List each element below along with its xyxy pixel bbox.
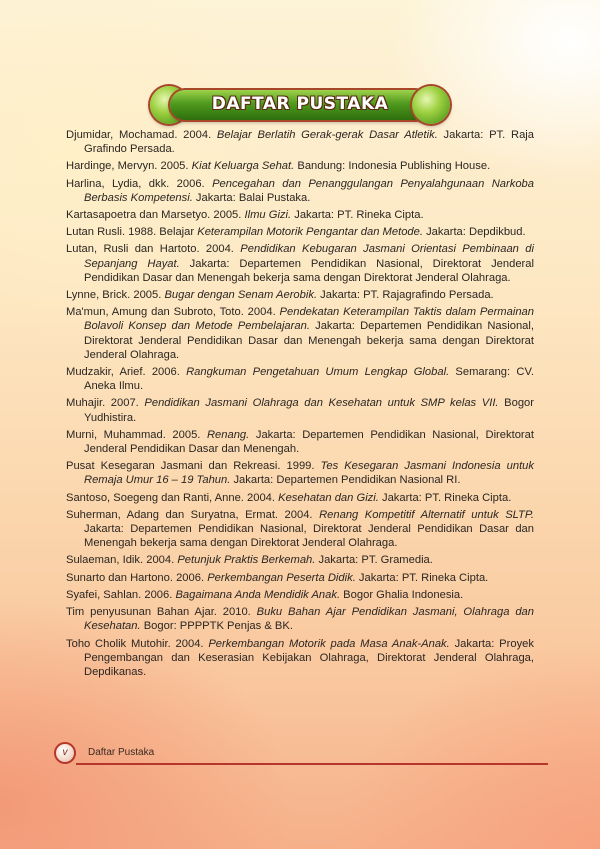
reference-entry — [66, 128, 534, 156]
reference-title: Pendidikan Kebugaran Jasmani Orientasi Pembinaan di Sepanjang Hayat. — [84, 243, 534, 270]
reference-entry — [66, 396, 534, 424]
reference-publisher: Jakarta: PT. Gramedia. — [315, 554, 433, 567]
reference-title: Pendekatan Keterampilan Taktis dalam Permainan Bolavoli Konsep dan Metode Pembelajaran. — [84, 306, 534, 333]
reference-title: Rangkuman Pengetahuan Umum Lengkap Global. — [186, 366, 450, 379]
reference-publisher: Jakarta: PT. Raja Grafindo Persada. — [84, 129, 534, 156]
reference-author-year: Lutan, Rusli dan Hartoto. 2004. — [66, 243, 241, 256]
reference-title: Kiat Keluarga Sehat. — [191, 160, 295, 173]
reference-title: Petunjuk Praktis Berkemah. — [177, 554, 316, 567]
reference-entry — [66, 637, 534, 680]
section-header — [150, 86, 450, 124]
reference-publisher: Jakarta: Depdikbud. — [422, 226, 526, 239]
reference-title: Bagaimana Anda Mendidik Anak. — [175, 588, 341, 601]
reference-publisher: Semarang: CV. Aneka Ilmu. — [84, 366, 534, 393]
reference-author-year: Sulaeman, Idik. 2004. — [66, 554, 178, 567]
reference-author-year: Kartasapoetra dan Marsetyo. 2005. — [66, 209, 245, 222]
footer-label: Daftar Pustaka — [88, 747, 155, 758]
page-footer — [54, 742, 548, 766]
reference-author-year: Lutan Rusli. 1988. Belajar — [66, 226, 198, 239]
reference-author-year: Syafei, Sahlan. 2006. — [66, 588, 176, 601]
reference-publisher: Jakarta: PT. Rajagrafindo Persada. — [317, 289, 494, 302]
reference-author-year: Djumidar, Mochamad. 2004. — [66, 129, 217, 141]
header-right-cap — [412, 86, 450, 124]
reference-title: Belajar Berlatih Gerak-gerak Dasar Atletik. — [216, 129, 438, 141]
reference-entry — [66, 159, 534, 173]
reference-publisher: Jakarta: Departemen Pendidikan Nasional, Direktorat Jenderal Pendidikan Dasar dan Menengah bekerja sama dengan Direktorat Jenderal Olahraga. — [84, 257, 534, 284]
reference-author-year: Sunarto dan Hartono. 2006. — [66, 571, 208, 584]
reference-publisher: Jakarta: Proyek Pengembangan dan Keserasian Kebijakan Olahraga, Direktorat Jenderal Olahraga, Depdikanas. — [84, 637, 534, 678]
reference-entry — [66, 459, 534, 487]
reference-title: Renang Kompetitif Alternatif untuk SLTP. — [319, 508, 535, 521]
reference-entry — [66, 242, 534, 285]
reference-author-year: Harlina, Lydia, dkk. 2006. — [66, 177, 213, 190]
reference-entry — [66, 365, 534, 393]
reference-publisher: Jakarta: Balai Pustaka. — [192, 191, 311, 204]
reference-entry — [66, 305, 534, 362]
reference-author-year: Toho Cholik Mutohir. 2004. — [66, 637, 209, 650]
reference-title: Pendidikan Jasmani Olahraga dan Kesehatan untuk SMP kelas VII. — [144, 397, 499, 410]
page-number: v — [54, 742, 76, 764]
header-banner — [170, 90, 430, 120]
page-title: DAFTAR PUSTAKA — [211, 94, 389, 114]
reference-entry — [66, 605, 534, 633]
reference-publisher: Bogor Ghalia Indonesia. — [340, 588, 464, 601]
reference-publisher: Jakarta: Departemen Pendidikan Nasional RI. — [230, 474, 461, 487]
reference-entry — [66, 508, 534, 551]
reference-author-year: Murni, Muhammad. 2005. — [66, 428, 207, 441]
reference-author-year: Suherman, Adang dan Suryatna, Ermat. 2004. — [66, 508, 320, 521]
reference-publisher: Jakarta: PT. Rineka Cipta. — [355, 571, 489, 584]
reference-title: Perkembangan Motorik pada Masa Anak-Anak. — [208, 637, 450, 650]
reference-publisher: Bogor Yudhistira. — [84, 397, 535, 424]
reference-title: Renang. — [206, 428, 250, 441]
reference-title: Bugar dengan Senam Aerobik. — [164, 289, 318, 302]
reference-entry — [66, 553, 534, 567]
reference-list — [66, 128, 534, 682]
reference-author-year: Santoso, Soegeng dan Ranti, Anne. 2004. — [66, 491, 279, 504]
reference-publisher: Jakarta: Departemen Pendidikan Nasional, Direktorat Jenderal Pendidikan Dasar dan Menengah bekerja sama dengan Direktorat Jenderal Olahraga. — [84, 523, 534, 550]
reference-author-year: Pusat Kesegaran Jasmani dan Rekreasi. 1999. — [66, 460, 321, 473]
reference-publisher: Jakarta: Departemen Pendidikan Nasional, Direktorat Jenderal Pendidikan Dasar dan Menengah bekerja sama dengan Direktorat Jenderal Olahraga. — [84, 320, 534, 361]
reference-entry — [66, 177, 534, 205]
reference-author-year: Tim penyusunan Bahan Ajar. 2010. — [66, 606, 257, 619]
reference-title: Ilmu Gizi. — [244, 209, 292, 222]
reference-author-year: Ma'mun, Amung dan Subroto, Toto. 2004. — [66, 306, 280, 319]
reference-publisher: Bandung: Indonesia Publishing House. — [294, 160, 491, 173]
reference-title: Perkembangan Peserta Didik. — [207, 571, 356, 584]
reference-publisher: Jakarta: PT. Rineka Cipta. — [378, 491, 512, 504]
reference-author-year: Mudzakir, Arief. 2006. — [66, 366, 187, 379]
reference-entry — [66, 588, 534, 602]
reference-title: Keterampilan Motorik Pengantar dan Metode. — [197, 226, 423, 239]
reference-author-year: Hardinge, Mervyn. 2005. — [66, 160, 192, 173]
reference-entry — [66, 225, 534, 239]
reference-title: Pencegahan dan Penanggulangan Penyalahgunaan Narkoba Berbasis Kompetensi. — [84, 177, 534, 204]
reference-entry — [66, 288, 534, 302]
reference-title: Buku Bahan Ajar Pendidikan Jasmani, Olahraga dan Kesehatan. — [84, 606, 534, 633]
reference-entry — [66, 208, 534, 222]
reference-publisher: Jakarta: PT. Rineka Cipta. — [291, 209, 424, 222]
reference-title: Tes Kesegaran Jasmani Indonesia untuk Remaja Umur 16 – 19 Tahun. — [84, 460, 534, 487]
reference-title: Kesehatan dan Gizi. — [278, 491, 379, 504]
reference-publisher: Jakarta: Departemen Pendidikan Nasional, Direktorat Jenderal Pendidikan Dasar dan Menengah. — [84, 428, 534, 456]
reference-entry — [66, 428, 534, 456]
reference-entry — [66, 491, 534, 505]
reference-publisher: Bogor: PPPPTK Penjas & BK. — [140, 620, 293, 633]
footer-divider — [76, 763, 548, 765]
reference-entry — [66, 571, 534, 585]
reference-author-year: Lynne, Brick. 2005. — [66, 289, 165, 302]
reference-author-year: Muhajir. 2007. — [66, 397, 145, 410]
